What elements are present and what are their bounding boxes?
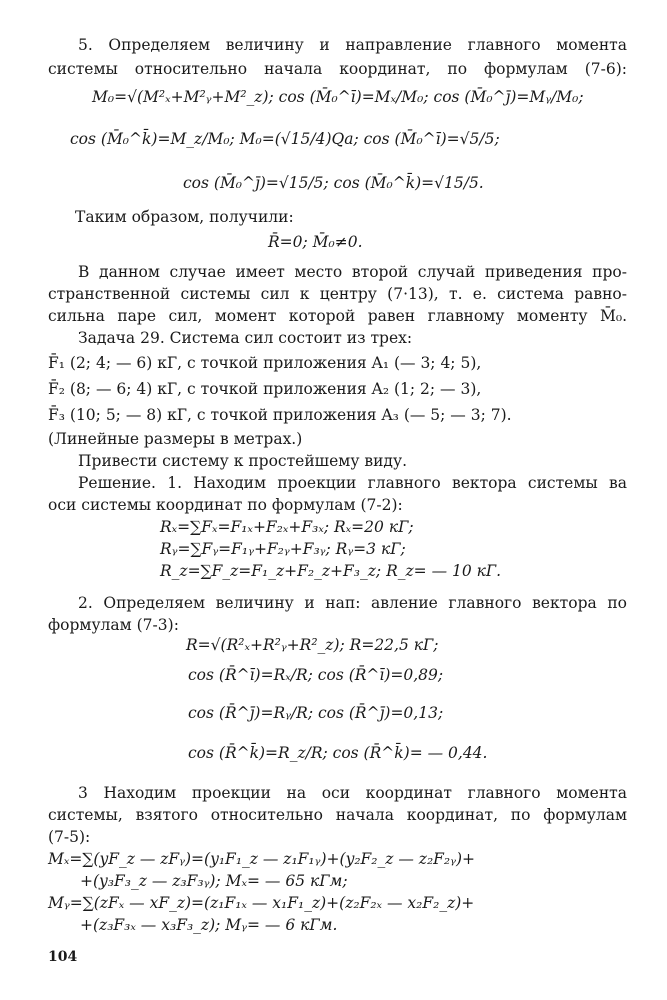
formula-line: cos (M̄₀^j̄)=√15/5; cos (M̄₀^k̄)=√15/5. <box>183 174 484 192</box>
formula-line: Rₓ=∑Fₓ=F₁ₓ+F₂ₓ+F₃ₓ; Rₓ=20 кГ; <box>160 518 414 536</box>
text-line: Задача 29. Система сил состоит из трех: <box>78 329 413 347</box>
formula-line: M₀=√(M²ₓ+M²ᵧ+M²_z); cos (M̄₀^ī)=Mₓ/M₀; cos (M̄₀^j̄)=Mᵧ/M₀; <box>92 88 584 106</box>
text-line: (Линейные размеры в метрах.) <box>48 430 303 448</box>
text-line: (7-5): <box>48 828 91 846</box>
formula-line: R=√(R²ₓ+R²ᵧ+R²_z); R=22,5 кГ; <box>186 636 439 654</box>
text-line: F̄₁ (2; 4; — 6) кГ, с точкой приложения A₁ (— 3; 4; 5), <box>48 354 482 372</box>
formula-line: cos (R̄^j̄)=Rᵧ/R; cos (R̄^j̄)=0,13; <box>188 704 444 722</box>
text-line: F̄₂ (8; — 6; 4) кГ, с точкой приложения A₂ (1; 2; — 3), <box>48 380 482 398</box>
formula-line: Rᵧ=∑Fᵧ=F₁ᵧ+F₂ᵧ+F₃ᵧ; Rᵧ=3 кГ; <box>160 540 406 558</box>
text-line: системы относительно начала координат, по формулам (7-6): <box>48 60 627 78</box>
formula-line: R̄=0; M̄₀≠0. <box>268 233 363 251</box>
text-line: 3 Находим проекции на оси координат главного момента <box>78 784 627 802</box>
text-line: 5. Определяем величину и направление главного момента <box>78 36 627 54</box>
text-line: системы, взятого относительно начала координат, по формулам <box>48 806 627 824</box>
formula-line: +(z₃F₃ₓ — x₃F₃_z); Mᵧ= — 6 кГм. <box>80 916 338 934</box>
formula-line: cos (R̄^k̄)=R_z/R; cos (R̄^k̄)= — 0,44. <box>188 744 488 762</box>
page-number: 104 <box>48 949 78 965</box>
formula-line: cos (M̄₀^k̄)=M_z/M₀; M₀=(√15/4)Qa; cos (M̄₀^ī)=√5/5; <box>70 130 500 148</box>
text-line: В данном случае имеет место второй случай приведения про- <box>78 263 627 281</box>
formula-line: Mᵧ=∑(zFₓ — xF_z)=(z₁F₁ₓ — x₁F₁_z)+(z₂F₂ₓ — x₂F₂_z)+ <box>48 894 475 912</box>
text-line: странственной системы сил к центру (7·13), т. е. система равно- <box>48 285 627 303</box>
text-line: формулам (7-3): <box>48 616 179 634</box>
formula-line: cos (R̄^ī)=Rₓ/R; cos (R̄^ī)=0,89; <box>188 666 444 684</box>
text-line: Привести систему к простейшему виду. <box>78 452 408 470</box>
text-line: F̄₃ (10; 5; — 8) кГ, с точкой приложения A₃ (— 5; — 3; 7). <box>48 406 512 424</box>
formula-line: +(y₃F₃_z — z₃F₃ᵧ); Mₓ= — 65 кГм; <box>80 872 348 890</box>
text-line: Таким образом, получили: <box>75 208 294 226</box>
formula-line: R_z=∑F_z=F₁_z+F₂_z+F₃_z; R_z= — 10 кГ. <box>160 562 502 580</box>
text-line: Решение. 1. Находим проекции главного вектора системы ва <box>78 474 627 492</box>
text-line: 2. Определяем величину и нап: авление главного вектора по <box>78 594 627 612</box>
text-line: сильна паре сил, момент которой равен главному моменту M̄₀. <box>48 307 627 325</box>
text-line: оси системы координат по формулам (7-2): <box>48 496 403 514</box>
formula-line: Mₓ=∑(yF_z — zFᵧ)=(y₁F₁_z — z₁F₁ᵧ)+(y₂F₂_z — z₂F₂ᵧ)+ <box>48 850 475 868</box>
